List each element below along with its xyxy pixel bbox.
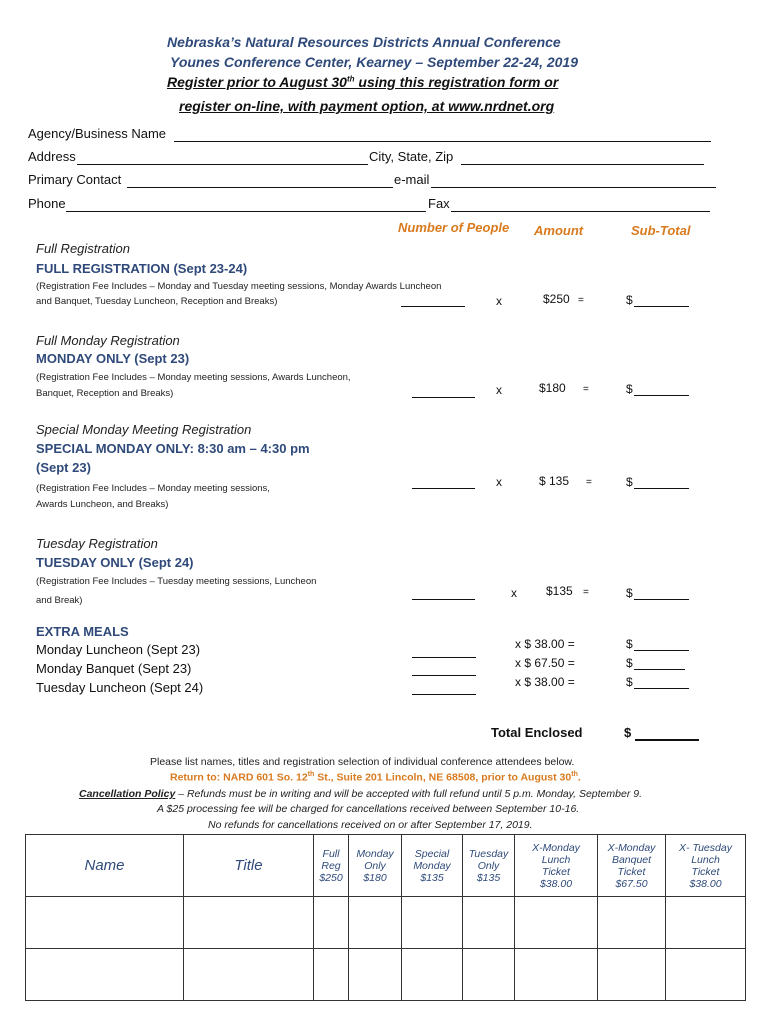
- monday-registration-desc-2: Banquet, Reception and Breaks): [36, 388, 174, 399]
- column-header-full-line: $250: [319, 871, 343, 884]
- address-input[interactable]: [77, 164, 368, 165]
- tuesday-subtotal-sign: $: [626, 586, 633, 600]
- full-equals: =: [578, 295, 584, 306]
- conference-title: Nebraska’s Natural Resources Districts Annual Conference: [167, 34, 561, 50]
- special-subtotal-sign: $: [626, 475, 633, 489]
- column-header-special-line: Special: [414, 847, 450, 860]
- tuesday-registration-desc-2: and Break): [36, 595, 83, 606]
- email-label: e-mail: [394, 172, 430, 187]
- tuesday-times: x: [511, 586, 517, 600]
- subtotal-header: Sub-Total: [631, 223, 691, 238]
- attendee-table-header: [26, 835, 746, 897]
- special-registration-desc-2: Awards Luncheon, and Breaks): [36, 499, 169, 510]
- column-header-mon-lunch-line: $38.00: [539, 877, 573, 890]
- monday-subtotal-sign: $: [626, 382, 633, 396]
- tuesday-amount: $135: [546, 584, 573, 598]
- meal-monday-banquet-sign: $: [626, 656, 633, 670]
- table-row[interactable]: [26, 949, 746, 1001]
- meal-monday-banquet-subtotal[interactable]: [634, 669, 685, 670]
- meal-tuesday-lunch-calc: x $ 38.00 =: [515, 675, 575, 689]
- full-registration-desc-2: and Banquet, Tuesday Luncheon, Reception and Breaks): [36, 296, 278, 307]
- full-times: x: [496, 294, 502, 308]
- meal-tuesday-lunch-sign: $: [626, 675, 633, 689]
- column-header-tuesday-line: Tuesday: [468, 847, 509, 860]
- processing-fee-note: A $25 processing fee will be charged for cancellations received between September 10-16.: [157, 803, 580, 815]
- tuesday-equals: =: [583, 587, 589, 598]
- meal-monday-banquet-input[interactable]: [412, 675, 476, 676]
- special-times: x: [496, 475, 502, 489]
- no-refund-note: No refunds for cancellations received on or after September 17, 2019.: [208, 819, 533, 831]
- full-registration-title: Full Registration: [36, 241, 130, 256]
- column-header-tuesday-line: Only: [477, 859, 500, 872]
- full-people-input[interactable]: [401, 306, 465, 307]
- meal-tuesday-lunch-subtotal[interactable]: [634, 688, 689, 689]
- column-header-monday-line: $180: [363, 871, 387, 884]
- column-header-mon-lunch-line: X-Monday: [532, 841, 580, 854]
- monday-times: x: [496, 383, 502, 397]
- column-header-tue-lunch-line: X- Tuesday: [679, 841, 732, 854]
- column-header-tuesday-line: $135: [476, 871, 501, 884]
- monday-registration-title: Full Monday Registration: [36, 333, 180, 348]
- meal-monday-lunch-subtotal[interactable]: [634, 650, 689, 651]
- phone-input[interactable]: [66, 211, 426, 212]
- number-of-people-header: Number of People: [398, 220, 510, 235]
- total-enclosed-label: Total Enclosed: [491, 725, 583, 740]
- meal-monday-lunch-input[interactable]: [412, 657, 476, 658]
- contact-label: Primary Contact: [28, 172, 122, 187]
- column-header-tue-lunch: [666, 835, 746, 897]
- full-subtotal-sign: $: [626, 293, 633, 307]
- monday-equals: =: [583, 384, 589, 395]
- column-header-mon-banquet: [598, 835, 666, 897]
- full-registration-heading: FULL REGISTRATION (Sept 23-24): [36, 261, 248, 276]
- meal-monday-banquet-calc: x $ 67.50 =: [515, 656, 575, 670]
- monday-registration-desc: (Registration Fee Includes – Monday meeting sessions, Awards Luncheon,: [36, 372, 351, 383]
- column-header-tuesday: [463, 835, 515, 897]
- register-deadline: Register prior to August 30th using this registration form or: [167, 74, 559, 90]
- meal-monday-banquet-label: Monday Banquet (Sept 23): [36, 661, 192, 676]
- city-label: City, State, Zip: [369, 149, 454, 164]
- column-header-monday-line: Only: [364, 859, 386, 872]
- special-people-input[interactable]: [412, 488, 475, 489]
- column-header-full: [314, 835, 349, 897]
- special-registration-date: (Sept 23): [36, 460, 91, 475]
- phone-label: Phone: [28, 196, 66, 211]
- register-online-link[interactable]: register on-line, with payment option, at www.nrdnet.org: [179, 98, 555, 114]
- cancellation-policy: Cancellation Policy – Refunds must be in writing and will be accepted with full refund until 5 p.m. Monday, September 9.: [79, 788, 642, 800]
- tuesday-registration-title: Tuesday Registration: [36, 536, 158, 551]
- column-header-full-line: Reg: [321, 859, 341, 872]
- column-header-special-line: $135: [420, 871, 444, 884]
- monday-people-input[interactable]: [412, 397, 475, 398]
- meal-monday-lunch-calc: x $ 38.00 =: [515, 637, 575, 651]
- monday-registration-heading: MONDAY ONLY (Sept 23): [36, 351, 190, 366]
- meal-tuesday-lunch-input[interactable]: [412, 694, 476, 695]
- column-header-mon-lunch-line: Lunch: [541, 853, 571, 866]
- full-registration-desc: (Registration Fee Includes – Monday and Tuesday meeting sessions, Monday Awards Luncheon: [36, 281, 442, 292]
- full-subtotal-input[interactable]: [634, 306, 689, 307]
- column-header-mon-banquet-line: $67.50: [615, 877, 648, 890]
- email-input[interactable]: [431, 187, 716, 188]
- fax-label: Fax: [428, 196, 450, 211]
- special-equals: =: [586, 477, 592, 488]
- amount-header: Amount: [534, 223, 584, 238]
- column-header-name: [26, 835, 184, 897]
- meal-tuesday-lunch-label: Tuesday Luncheon (Sept 24): [36, 680, 204, 695]
- tuesday-subtotal-input[interactable]: [634, 599, 689, 600]
- special-registration-title: Special Monday Meeting Registration: [36, 422, 252, 437]
- monday-subtotal-input[interactable]: [634, 395, 689, 396]
- column-header-tue-lunch-line: Lunch: [691, 853, 720, 866]
- agency-input[interactable]: [174, 141, 711, 142]
- column-header-mon-banquet-line: Banquet: [611, 853, 652, 866]
- fax-input[interactable]: [451, 211, 710, 212]
- column-header-mon-lunch: [515, 835, 598, 897]
- column-header-special-line: Monday: [413, 859, 451, 872]
- conference-venue: Younes Conference Center, Kearney – September 22-24, 2019: [170, 54, 578, 70]
- total-enclosed-input[interactable]: [635, 739, 699, 741]
- tuesday-registration-heading: TUESDAY ONLY (Sept 24): [36, 555, 194, 570]
- meal-monday-lunch-sign: $: [626, 637, 633, 651]
- total-enclosed-sign: $: [624, 725, 632, 740]
- special-subtotal-input[interactable]: [634, 488, 689, 489]
- attendee-instructions: Please list names, titles and registration selection of individual conference attendees below.: [150, 756, 575, 768]
- contact-input[interactable]: [127, 187, 393, 188]
- city-input[interactable]: [461, 164, 704, 165]
- column-header-monday: [349, 835, 402, 897]
- address-label: Address: [28, 149, 76, 164]
- column-header-mon-banquet-line: X-Monday: [607, 841, 656, 854]
- column-header-tue-lunch-line: Ticket: [691, 865, 720, 878]
- special-registration-heading: SPECIAL MONDAY ONLY: 8:30 am – 4:30 pm: [36, 441, 310, 456]
- column-header-name-line: Name: [84, 857, 125, 874]
- tuesday-registration-desc: (Registration Fee Includes – Tuesday meeting sessions, Luncheon: [36, 576, 317, 587]
- tuesday-people-input[interactable]: [412, 599, 475, 600]
- attendee-table: [25, 834, 746, 1001]
- monday-amount: $180: [539, 381, 566, 395]
- column-header-mon-lunch-line: Ticket: [542, 865, 570, 878]
- special-registration-desc: (Registration Fee Includes – Monday meeting sessions,: [36, 483, 270, 494]
- return-address: Return to: NARD 601 So. 12th St., Suite 201 Lincoln, NE 68508, prior to August 30th.: [170, 771, 581, 784]
- agency-label: Agency/Business Name: [28, 126, 167, 141]
- full-amount: $250: [543, 292, 570, 306]
- column-header-title: [184, 835, 314, 897]
- column-header-tue-lunch-line: $38.00: [689, 877, 722, 890]
- column-header-title-line: Title: [234, 857, 263, 874]
- column-header-monday-line: Monday: [356, 847, 394, 860]
- column-header-mon-banquet-line: Ticket: [617, 865, 646, 878]
- meal-monday-lunch-label: Monday Luncheon (Sept 23): [36, 642, 201, 657]
- extra-meals-heading: EXTRA MEALS: [36, 624, 129, 639]
- column-header-special: [402, 835, 463, 897]
- table-row[interactable]: [26, 897, 746, 949]
- special-amount: $ 135: [539, 474, 570, 488]
- column-header-full-line: Full: [322, 847, 340, 860]
